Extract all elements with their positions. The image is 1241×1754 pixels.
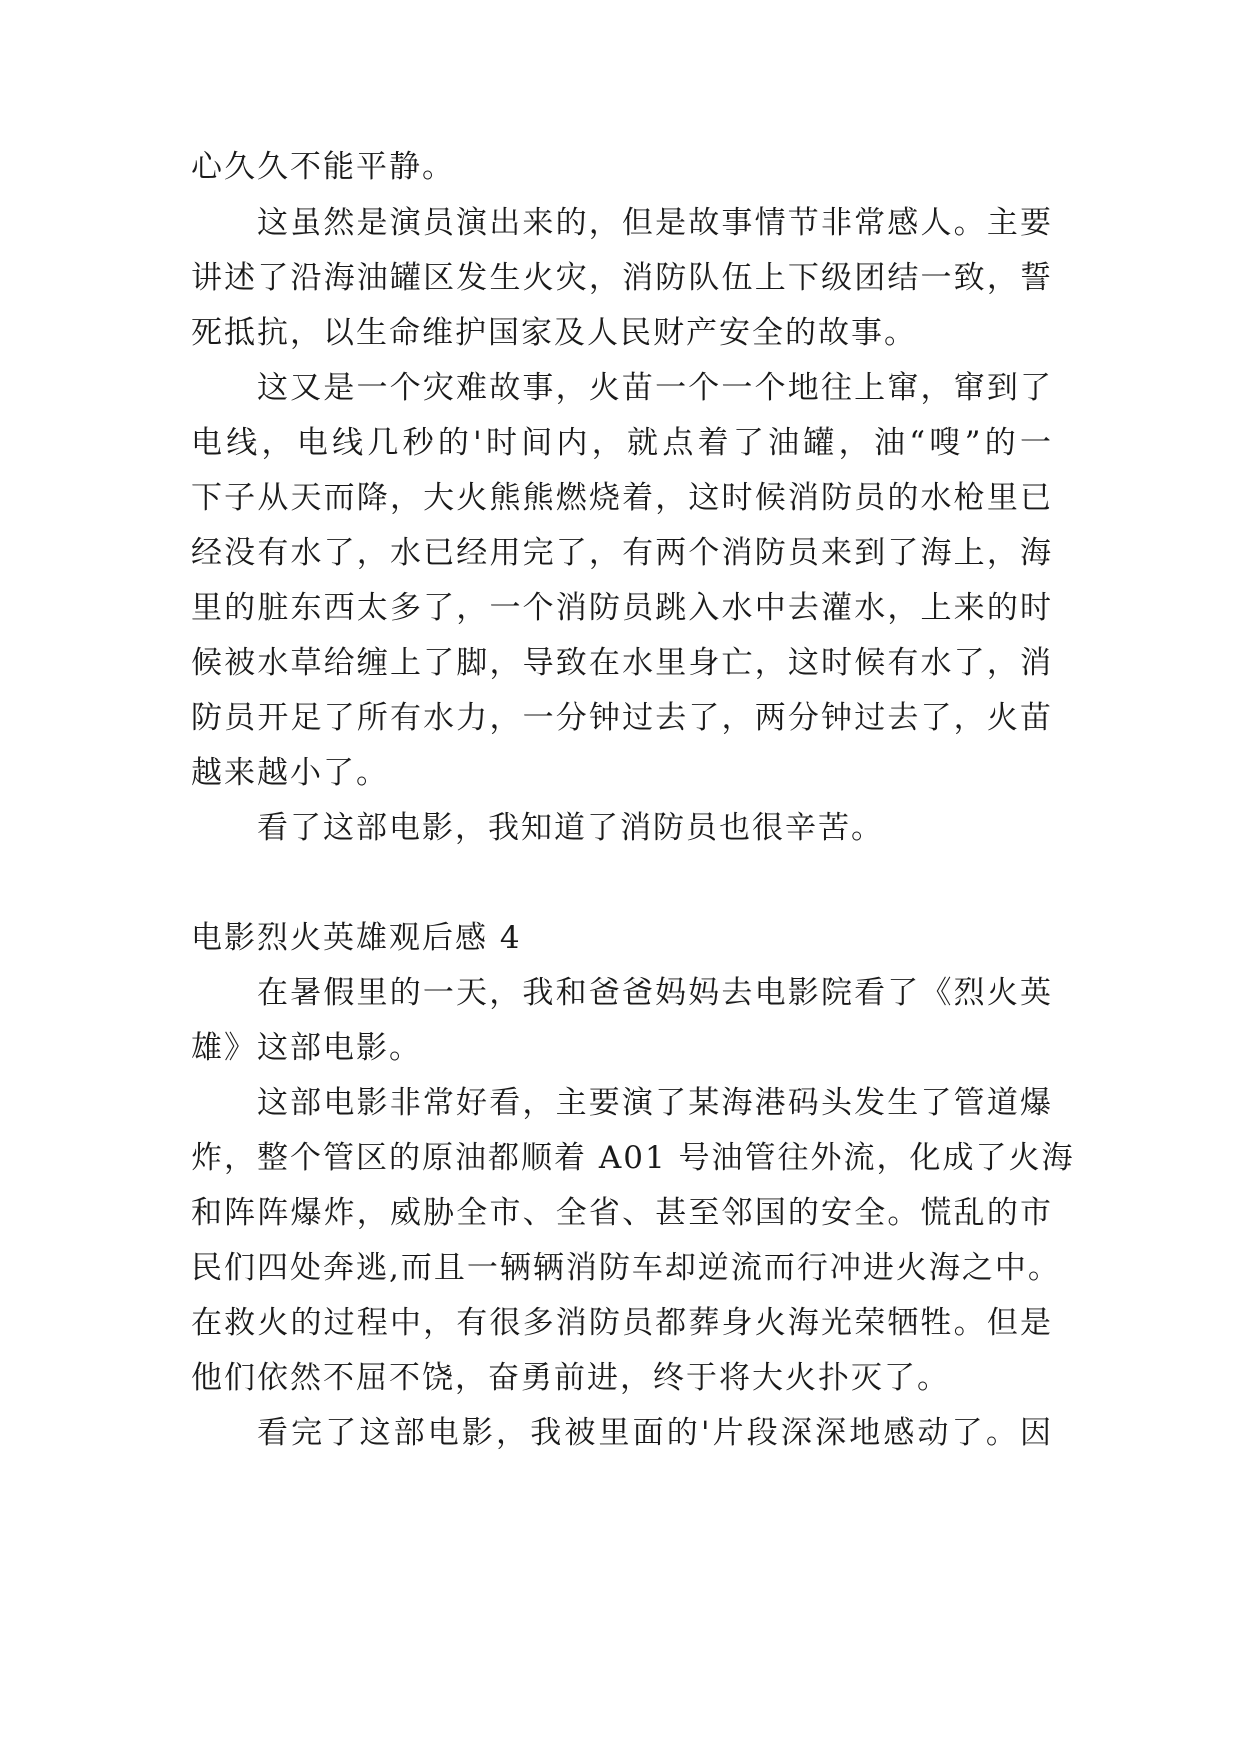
paragraph-line: 炸，整个管区的原油都顺着 A01 号油管往外流，化成了火海	[191, 1140, 1075, 1176]
paragraph-line: 下子从天而降，大火熊熊燃烧着，这时候消防员的水枪里已	[191, 480, 1053, 516]
paragraph-line: 在暑假里的一天，我和爸爸妈妈去电影院看了《烈火英	[257, 975, 1053, 1011]
paragraph-line: 民们四处奔逃,而且一辆辆消防车却逆流而行冲进火海之中。	[191, 1250, 1061, 1286]
paragraph-line: 看了这部电影，我知道了消防员也很辛苦。	[257, 810, 884, 846]
paragraph-line: 在救火的过程中，有很多消防员都葬身火海光荣牺牲。但是	[191, 1305, 1053, 1341]
paragraph-line: 防员开足了所有水力，一分钟过去了，两分钟过去了，火苗	[191, 700, 1053, 736]
paragraph-line: 看完了这部电影，我被里面的'片段深深地感动了。因	[257, 1415, 1053, 1451]
paragraph-line: 心久久不能平静。	[191, 149, 455, 185]
paragraph-line: 雄》这部电影。	[191, 1030, 422, 1066]
paragraph-line: 里的脏东西太多了，一个消防员跳入水中去灌水，上来的时	[191, 590, 1053, 626]
paragraph-line: 越来越小了。	[191, 755, 389, 791]
paragraph-line: 讲述了沿海油罐区发生火灾，消防队伍上下级团结一致，誓	[191, 260, 1053, 296]
section-title: 电影烈火英雄观后感 4	[191, 920, 522, 956]
paragraph-line: 电线，电线几秒的'时间内，就点着了油罐，油“嗖”的一	[191, 425, 1053, 461]
paragraph-line: 这部电影非常好看，主要演了某海港码头发生了管道爆	[257, 1085, 1053, 1121]
paragraph-line: 他们依然不屈不饶，奋勇前进，终于将大火扑灭了。	[191, 1360, 950, 1396]
paragraph-line: 经没有水了，水已经用完了，有两个消防员来到了海上，海	[191, 535, 1053, 571]
paragraph-line: 死抵抗，以生命维护国家及人民财产安全的故事。	[191, 315, 917, 351]
paragraph-line: 这虽然是演员演出来的，但是故事情节非常感人。主要	[257, 205, 1053, 241]
paragraph-line: 和阵阵爆炸，威胁全市、全省、甚至邻国的安全。慌乱的市	[191, 1195, 1053, 1231]
paragraph-line: 这又是一个灾难故事，火苗一个一个地往上窜，窜到了	[257, 370, 1053, 406]
paragraph-line: 候被水草给缠上了脚，导致在水里身亡，这时候有水了，消	[191, 645, 1053, 681]
